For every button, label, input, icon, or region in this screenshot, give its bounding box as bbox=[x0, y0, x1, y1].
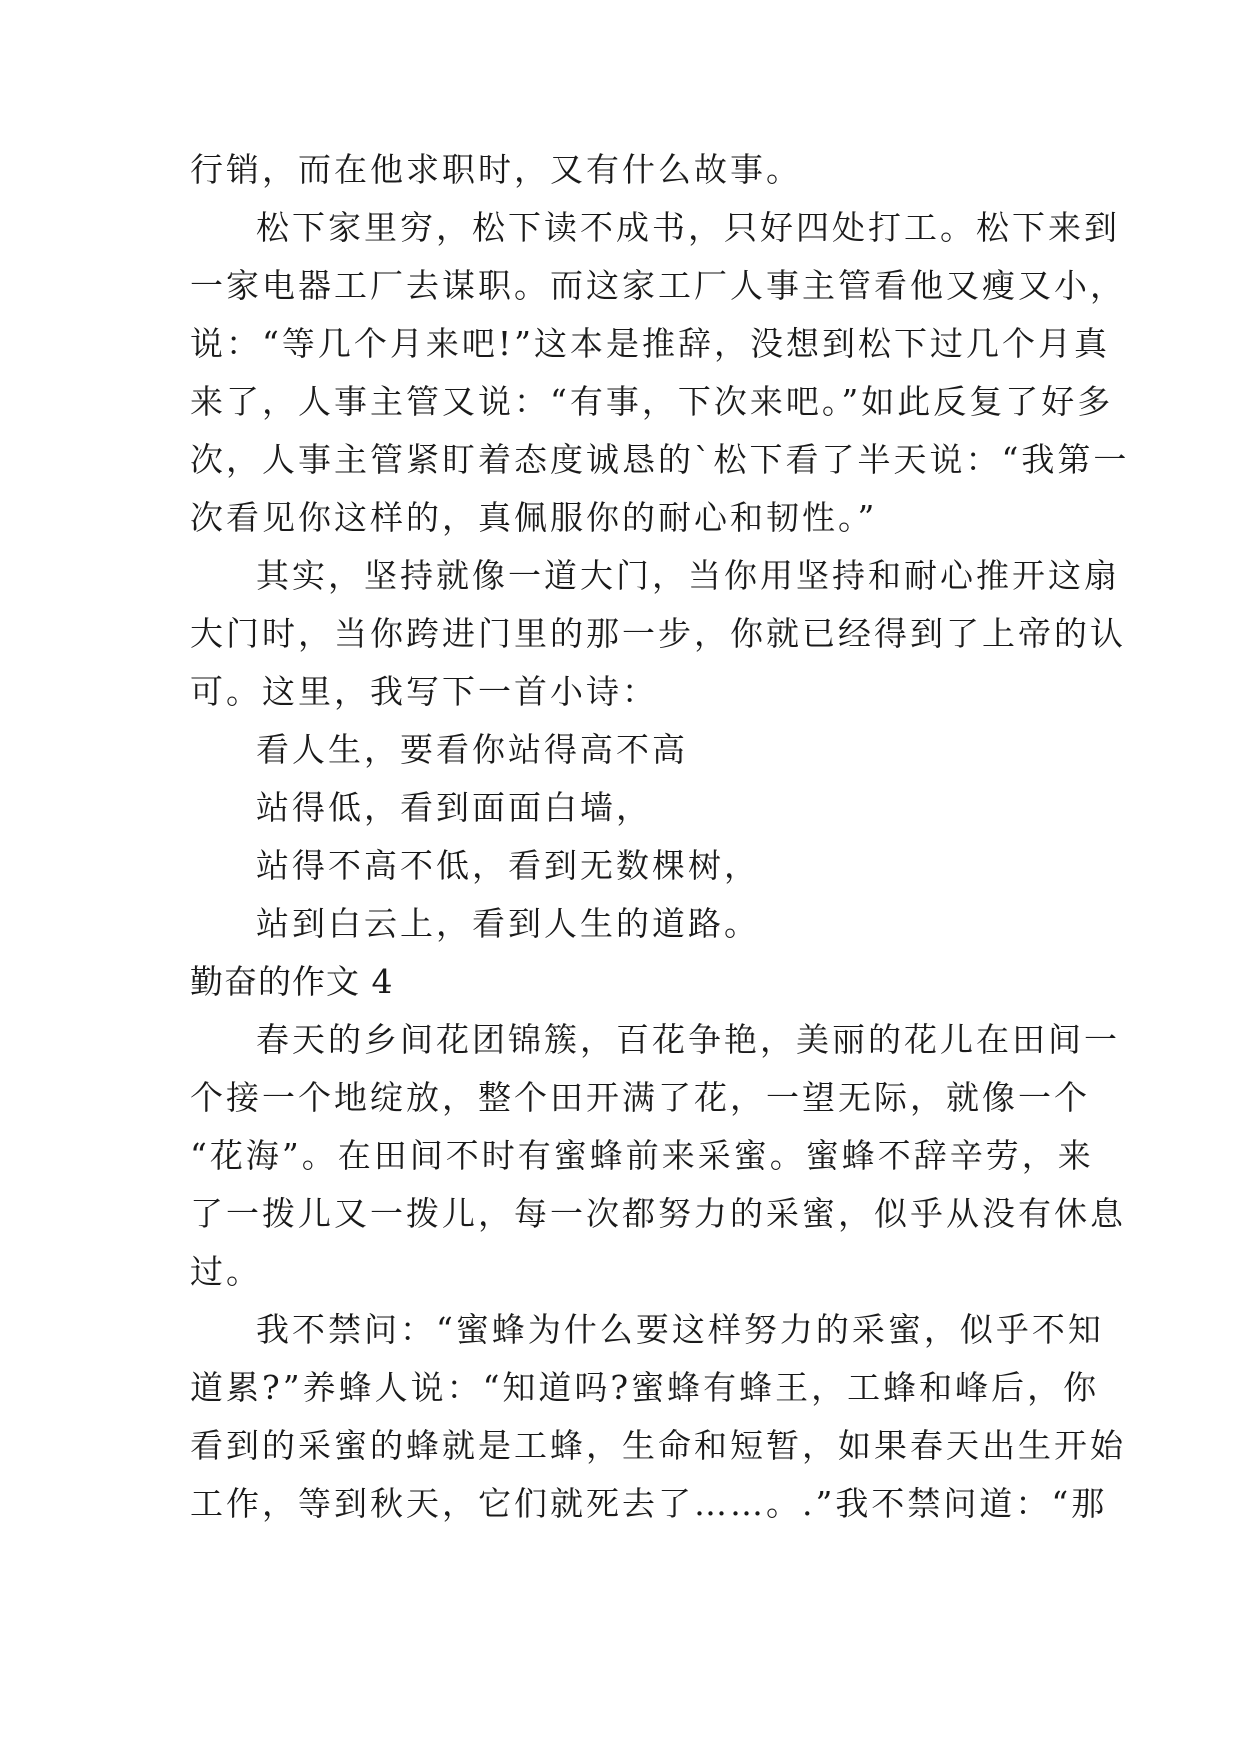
text-line: 大门时，当你跨进门里的那一步，你就已经得到了上帝的认 bbox=[190, 614, 1126, 653]
text-line: 个接一个地绽放，整个田开满了花，一望无际，就像一个 bbox=[190, 1078, 1090, 1117]
text-line: “花海”。在田间不时有蜜蜂前来采蜜。蜜蜂不辞辛劳，来 bbox=[190, 1136, 1094, 1175]
text-line: 次看见你这样的，真佩服你的耐心和韧性。” bbox=[190, 498, 878, 537]
paragraph-start: 松下家里穷，松下读不成书，只好四处打工。松下来到 bbox=[256, 208, 1120, 247]
text-line: 可。这里，我写下一首小诗： bbox=[190, 672, 658, 711]
text-line: 工作，等到秋天，它们就死去了……。.”我不禁问道：“那 bbox=[190, 1484, 1108, 1523]
text-line: 看到的采蜜的蜂就是工蜂，生命和短暂，如果春天出生开始 bbox=[190, 1426, 1126, 1465]
poem-line: 站到白云上，看到人生的道路。 bbox=[256, 904, 760, 943]
poem-line: 站得低，看到面面白墙， bbox=[256, 788, 652, 827]
text-line: 一家电器工厂去谋职。而这家工厂人事主管看他又瘦又小， bbox=[190, 266, 1126, 305]
poem-line: 看人生，要看你站得高不高 bbox=[256, 730, 688, 769]
text-line: 说：“等几个月来吧!”这本是推辞，没想到松下过几个月真 bbox=[190, 324, 1111, 363]
paragraph-start: 其实，坚持就像一道大门，当你用坚持和耐心推开这扇 bbox=[256, 556, 1120, 595]
paragraph-start: 春天的乡间花团锦簇，百花争艳，美丽的花儿在田间一 bbox=[256, 1020, 1120, 1059]
section-heading: 勤奋的作文 4 bbox=[190, 962, 394, 1001]
text-line: 次，人事主管紧盯着态度诚恳的`松下看了半天说：“我第一 bbox=[190, 440, 1130, 479]
paragraph-start: 我不禁问：“蜜蜂为什么要这样努力的采蜜，似乎不知 bbox=[256, 1310, 1104, 1349]
text-line: 过。 bbox=[190, 1252, 262, 1291]
text-line: 道累?”养蜂人说：“知道吗?蜜蜂有蜂王，工蜂和峰后，你 bbox=[190, 1368, 1100, 1407]
text-line: 来了，人事主管又说：“有事，下次来吧。”如此反复了好多 bbox=[190, 382, 1114, 421]
text-line: 了一拨儿又一拨儿，每一次都努力的采蜜，似乎从没有休息 bbox=[190, 1194, 1126, 1233]
text-line: 行销，而在他求职时，又有什么故事。 bbox=[190, 150, 802, 189]
poem-line: 站得不高不低，看到无数棵树， bbox=[256, 846, 760, 885]
